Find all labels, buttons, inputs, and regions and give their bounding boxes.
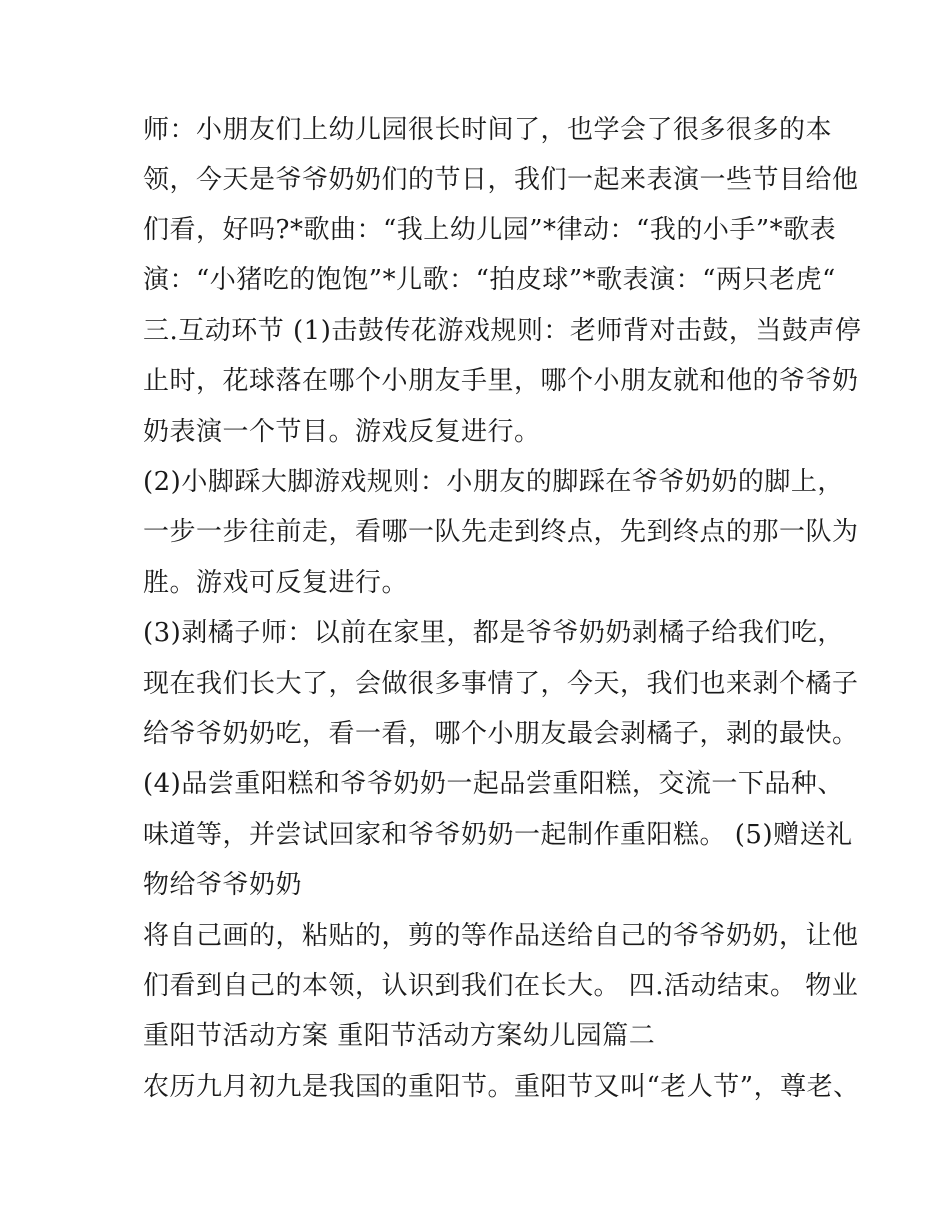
text-line: 胜。游戏可反复进行。 [143, 568, 409, 598]
text-line: 们看，好吗?*歌曲：“我上幼儿园”*律动：“我的小手”*歌表 [143, 215, 837, 245]
text-line: 现在我们长大了，会做很多事情了，今天，我们也来剥个橘子 [143, 669, 859, 699]
text-line: 领，今天是爷爷奶奶们的节日，我们一起来表演一些节目给他 [143, 165, 859, 195]
text-line: 物给爷爷奶奶 [143, 870, 303, 900]
text-line: 重阳节活动方案 重阳节活动方案幼儿园篇二 [143, 1021, 656, 1051]
text-line: 止时，花球落在哪个小朋友手里，哪个小朋友就和他的爷爷奶 [143, 366, 859, 396]
text-line: 将自己画的，粘贴的，剪的等作品送给自己的爷爷奶奶，让他 [143, 921, 859, 951]
text-line: 一步一步往前走，看哪一队先走到终点，先到终点的那一队为 [143, 517, 859, 547]
text-line: 味道等，并尝试回家和爷爷奶奶一起制作重阳糕。 (5)赠送礼 [143, 820, 853, 850]
text-line: 奶表演一个节目。游戏反复进行。 [143, 417, 541, 447]
text-line: (2)小脚踩大脚游戏规则：小朋友的脚踩在爷爷奶奶的脚上， [143, 467, 844, 497]
text-line: 农历九月初九是我国的重阳节。重阳节又叫“老人节”，尊老、 [143, 1072, 860, 1102]
text-line: 演：“小猪吃的饱饱”*儿歌：“拍皮球”*歌表演：“两只老虎“ [143, 265, 836, 295]
text-line: 师：小朋友们上幼儿园很长时间了，也学会了很多很多的本 [143, 115, 833, 145]
text-line: (3)剥橘子师：以前在家里，都是爷爷奶奶剥橘子给我们吃， [143, 618, 844, 648]
text-line: (4)品尝重阳糕和爷爷奶奶一起品尝重阳糕，交流一下品种、 [143, 769, 844, 799]
text-line: 给爷爷奶奶吃，看一看，哪个小朋友最会剥橘子，剥的最快。 [143, 719, 859, 749]
text-line: 三.互动环节 (1)击鼓传花游戏规则：老师背对击鼓，当鼓声停 [143, 316, 862, 346]
text-line: 们看到自己的本领，认识到我们在长大。 四.活动结束。 物业 [143, 971, 859, 1001]
